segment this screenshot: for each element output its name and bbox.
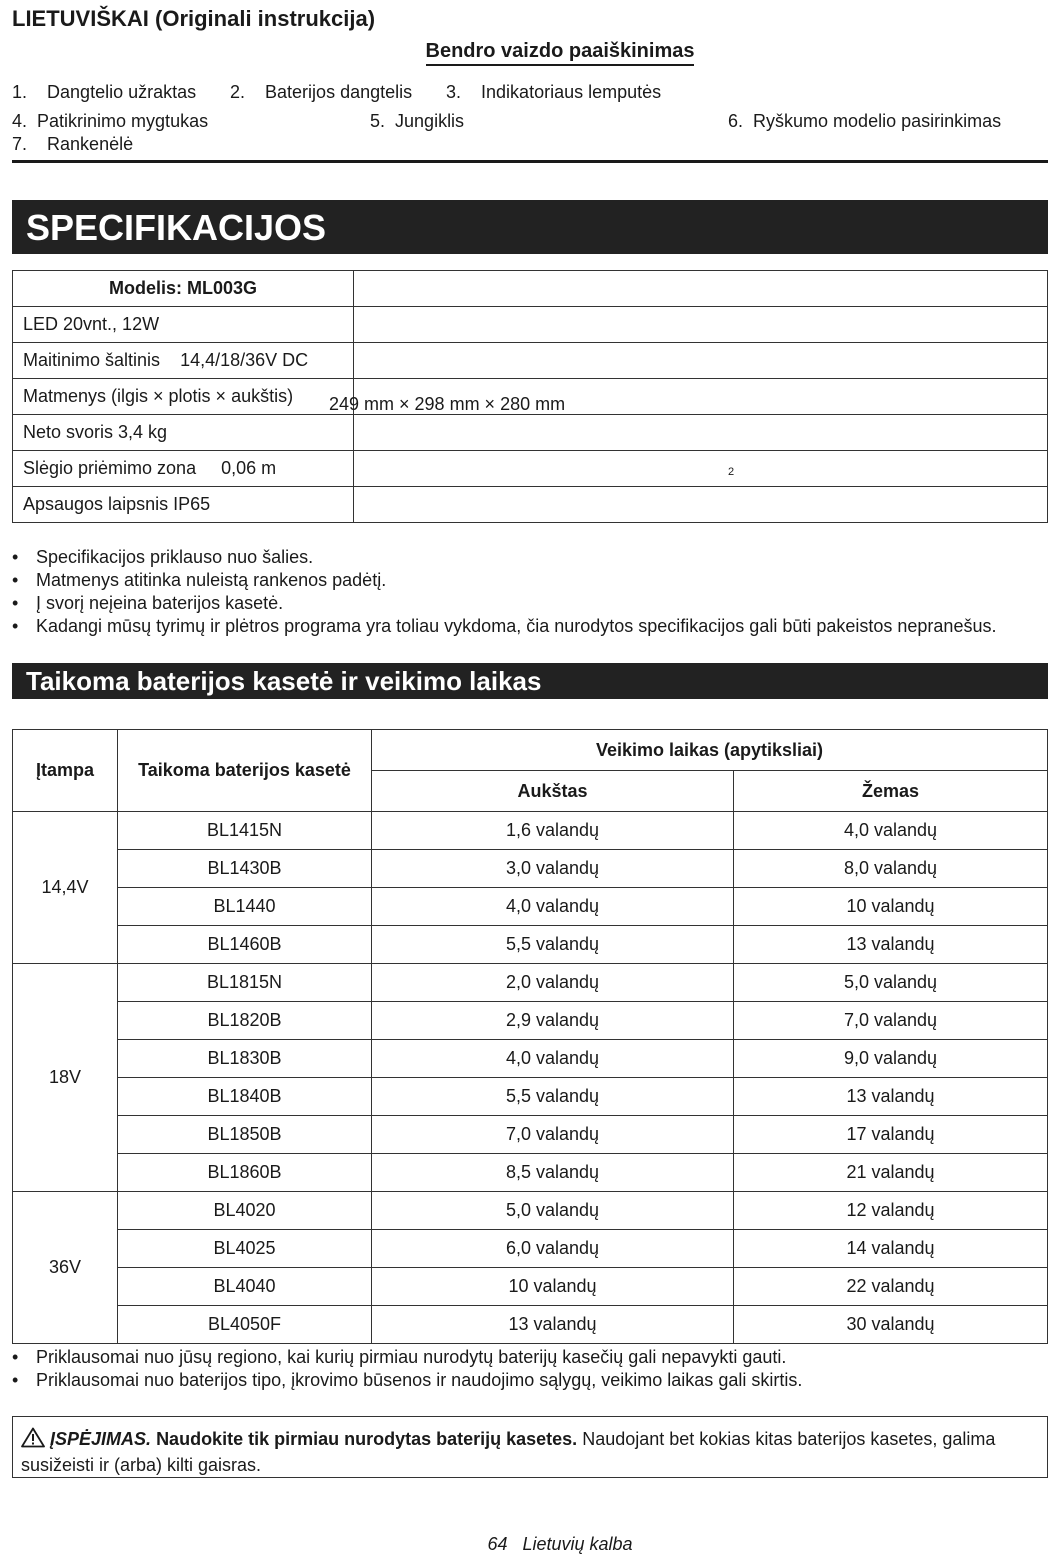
table-row	[13, 1040, 1048, 1078]
low-cell: 13 valandų	[734, 926, 1048, 964]
model-cell: BL1460B	[118, 926, 372, 964]
table-row	[13, 812, 1048, 850]
section-subtitle: Bendro vaizdo paaiškinimas	[0, 40, 1060, 63]
table-row	[13, 964, 1048, 1002]
spec-label: Maitinimo šaltinis	[23, 350, 161, 370]
model-cell: BL1860B	[118, 1154, 372, 1192]
high-cell: 5,0 valandų	[372, 1192, 734, 1230]
table-row	[13, 1002, 1048, 1040]
low-cell: 8,0 valandų	[734, 850, 1048, 888]
model-cell: BL1440	[118, 888, 372, 926]
language-title: LIETUVIŠKAI (Originali instrukcija)	[12, 6, 376, 31]
high-cell: 4,0 valandų	[372, 888, 734, 926]
table-row	[13, 1154, 1048, 1192]
runtime-header: Veikimo laikas (apytiksliai)	[372, 730, 1048, 771]
spec-label: Apsaugos laipsnis IP65	[13, 487, 354, 523]
area-unit-superscript: 2	[728, 466, 735, 478]
high-cell: 1,6 valandų	[372, 812, 734, 850]
model-cell: BL1815N	[118, 964, 372, 1002]
part-item: 2. Baterijos dangtelis	[230, 82, 413, 102]
spec-row-model	[13, 271, 1048, 307]
spec-label: Slėgio priėmimo zona	[23, 458, 197, 478]
high-cell: 6,0 valandų	[372, 1230, 734, 1268]
part-item: 1. Dangtelio užraktas	[12, 82, 197, 102]
low-cell: 14 valandų	[734, 1230, 1048, 1268]
spec-notes	[12, 546, 996, 638]
page-footer	[0, 1534, 1060, 1555]
note-item: • Priklausomai nuo jūsų regiono, kai kurių pirmiau nurodytų baterijų kasečių gali nepavykti gauti.	[12, 1347, 787, 1367]
footer-language: Lietuvių kalba	[522, 1534, 633, 1554]
part-item: 5. Jungiklis	[370, 111, 465, 131]
model-cell: BL4050F	[118, 1306, 372, 1344]
table-row	[13, 1078, 1048, 1116]
high-cell: 3,0 valandų	[372, 850, 734, 888]
spec-label: Matmenys (ilgis × plotis × aukštis)	[23, 386, 294, 406]
section-divider	[12, 160, 1048, 163]
spec-value: 0,06 m	[221, 458, 277, 478]
high-cell: 2,9 valandų	[372, 1002, 734, 1040]
model-label: Modelis: ML003G	[13, 271, 354, 307]
table-row	[13, 1306, 1048, 1344]
spec-label: Neto svoris 3,4 kg	[13, 415, 354, 451]
voltage-cell: 18V	[13, 964, 118, 1192]
high-cell: 7,0 valandų	[372, 1116, 734, 1154]
model-cell: BL1840B	[118, 1078, 372, 1116]
warning-strong-text: Naudokite tik pirmiau nurodytas baterijų kasetes.	[156, 1429, 578, 1449]
voltage-header: Įtampa	[13, 730, 118, 812]
table-row	[13, 1268, 1048, 1306]
part-item: 7. Rankenėlė	[12, 134, 134, 154]
table-row	[13, 1192, 1048, 1230]
low-cell: 4,0 valandų	[734, 812, 1048, 850]
high-header: Aukštas	[372, 771, 734, 812]
cartridge-header: Taikoma baterijos kasetė	[118, 730, 372, 812]
warning-label: ĮSPĖJIMAS.	[50, 1429, 152, 1449]
model-cell: BL1430B	[118, 850, 372, 888]
spec-value: 249 mm × 298 mm × 280 mm	[329, 394, 566, 414]
note-item: • Priklausomai nuo baterijos tipo, įkrovimo būsenos ir naudojimo sąlygų, veikimo laikas gali skirtis.	[12, 1370, 803, 1390]
table-row	[13, 1116, 1048, 1154]
warning-text: Naudojant bet kokias kitas baterijos kasetes, galima susižeisti ir (arba) kilti gaisras.	[21, 1429, 996, 1475]
model-cell: BL1820B	[118, 1002, 372, 1040]
warning-box	[12, 1416, 1048, 1478]
spec-row	[13, 487, 1048, 523]
spec-label: LED 20vnt., 12W	[13, 307, 354, 343]
voltage-cell: 36V	[13, 1192, 118, 1344]
high-cell: 5,5 valandų	[372, 926, 734, 964]
battery-runtime-table	[12, 729, 1048, 1344]
part-item: 3. Indikatoriaus lemputės	[446, 82, 662, 102]
low-cell: 7,0 valandų	[734, 1002, 1048, 1040]
high-cell: 2,0 valandų	[372, 964, 734, 1002]
low-cell: 21 valandų	[734, 1154, 1048, 1192]
high-cell: 8,5 valandų	[372, 1154, 734, 1192]
spec-row	[13, 307, 1048, 343]
specifications-heading: SPECIFIKACIJOS	[12, 200, 1048, 254]
battery-heading: Taikoma baterijos kasetė ir veikimo laikas	[12, 663, 1048, 699]
low-cell: 22 valandų	[734, 1268, 1048, 1306]
low-cell: 12 valandų	[734, 1192, 1048, 1230]
table-row	[13, 888, 1048, 926]
table-row	[13, 1230, 1048, 1268]
low-cell: 5,0 valandų	[734, 964, 1048, 1002]
model-cell: BL4040	[118, 1268, 372, 1306]
spec-value: 14,4/18/36V DC	[180, 350, 309, 370]
model-cell: BL1415N	[118, 812, 372, 850]
table-header-row	[13, 730, 1048, 771]
high-cell: 4,0 valandų	[372, 1040, 734, 1078]
low-cell: 30 valandų	[734, 1306, 1048, 1344]
voltage-cell: 14,4V	[13, 812, 118, 964]
low-cell: 17 valandų	[734, 1116, 1048, 1154]
low-cell: 9,0 valandų	[734, 1040, 1048, 1078]
part-item: 4. Patikrinimo mygtukas	[12, 111, 209, 131]
note-item: • Kadangi mūsų tyrimų ir plėtros programa yra toliau vykdoma, čia nurodytos specifikacijos gali būti pakeistos nepranešus.	[12, 616, 997, 636]
spec-row	[13, 415, 1048, 451]
spec-row	[13, 343, 1048, 379]
low-header: Žemas	[734, 771, 1048, 812]
table-row	[13, 926, 1048, 964]
part-item: 6. Ryškumo modelio pasirinkimas	[728, 111, 1002, 131]
high-cell: 10 valandų	[372, 1268, 734, 1306]
note-item: • Į svorį neįeina baterijos kasetė.	[12, 593, 284, 613]
low-cell: 13 valandų	[734, 1078, 1048, 1116]
note-item: • Specifikacijos priklauso nuo šalies.	[12, 547, 314, 567]
model-cell: BL1830B	[118, 1040, 372, 1078]
table-row	[13, 850, 1048, 888]
model-cell: BL4020	[118, 1192, 372, 1230]
page-number: 64	[487, 1534, 508, 1554]
battery-notes	[12, 1346, 802, 1392]
model-cell: BL4025	[118, 1230, 372, 1268]
high-cell: 13 valandų	[372, 1306, 734, 1344]
low-cell: 10 valandų	[734, 888, 1048, 926]
high-cell: 5,5 valandų	[372, 1078, 734, 1116]
model-cell: BL1850B	[118, 1116, 372, 1154]
warning-triangle-icon	[21, 1427, 45, 1454]
note-item: • Matmenys atitinka nuleistą rankenos padėtį.	[12, 570, 387, 590]
spec-row	[13, 451, 1048, 487]
